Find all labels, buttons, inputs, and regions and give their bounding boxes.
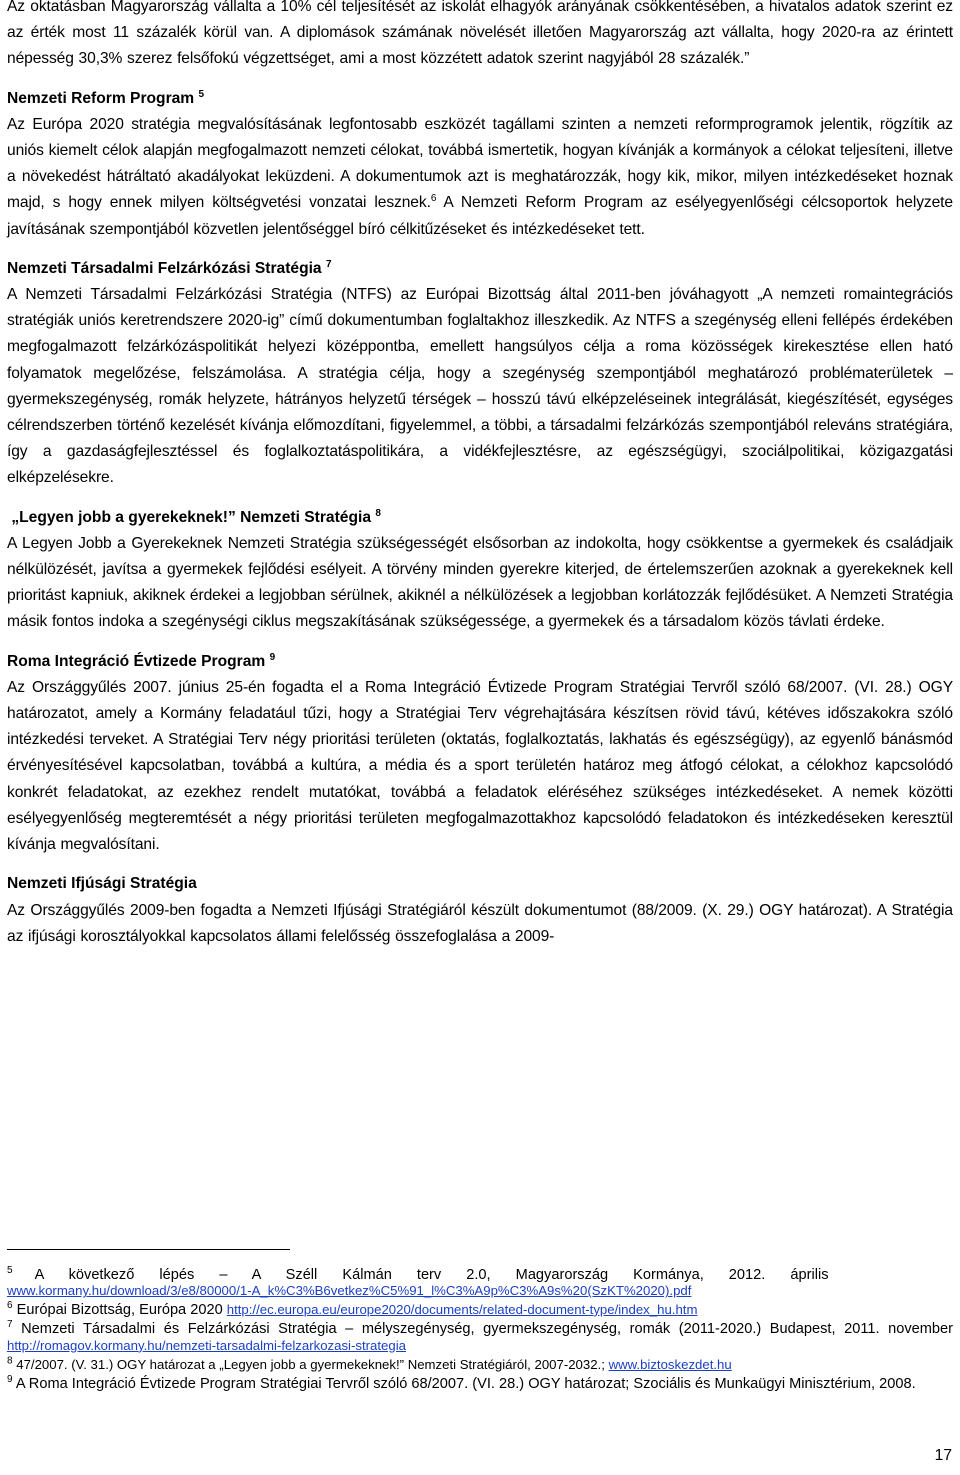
footnote-number: 6 (7, 1299, 13, 1311)
section-legyen-jobb (7, 505, 953, 636)
section-roma-integracio (7, 649, 953, 859)
footnote-separator (7, 1249, 290, 1250)
section-heading: Nemzeti Reform Program $^5$ (7, 88, 205, 107)
section-heading: Nemzeti Ifjúsági Stratégia (7, 875, 197, 893)
section-nemzeti-reform-program (7, 86, 953, 243)
footnote-ref[interactable]: 7 (325, 258, 332, 270)
section-ntfs (7, 256, 953, 492)
footnote-link[interactable]: www.biztoskezdet.hu (608, 1357, 732, 1373)
section-paragraph: A Nemzeti Társadalmi Felzárkózási Stratégia (NTFS) az Európai Bizottság által 2011-ben jóváhagyott „A nemzeti romaintegrációs stratégiák uniós keretrendszere 2020-ig” című dokumentumban foglaltakhoz illeszkedik. Az NTFS a szegénység elleni fellépés érdekében megfogalmazott felzárkózáspolitikát helyezi középpontba, emellett hangsúlyos célja a roma közösségek kirekesztése ellen ható folyamatok megelőzése, felszámolása. A stratégia célja, hogy a szegénység szempontjából meghatározó problématerületek – gyermekszegénység, romák helyzete, hátrányos helyzetű térségek – hosszú távú elképzeléseinek integrálását, kiegészítését, egységes célrendszerben történő kezelését kívánja előmozdítani, figyelemmel, a többi, a társadalmi felzárkózás szempontjából releváns stratégiára, így a gazdaságfejlesztéssel és foglalkoztatáspolitikára, a vidékfejlesztésre, az egészségügyi, szociálpolitikai, közigazgatási elképzelésekre. (7, 286, 953, 487)
footnote-ref[interactable]: 5 (198, 88, 205, 100)
footnote-link[interactable]: http://romagov.kormany.hu/nemzeti-tarsadalmi-felzarkozasi-strategia (7, 1337, 406, 1353)
section-paragraph: Az Országgyűlés 2007. június 25-én fogadta el a Roma Integráció Évtizede Program Stratégiai Tervről szóló 68/2007. (VI. 28.) OGY határozatot, amely a Kormány feladatául tűzi, hogy a Stratégiai Terv végrehajtására készítsen rövid távú, kétéves időszakokra szóló intézkedési terveket. A Stratégiai Terv négy prioritási területen (oktatás, foglalkoztatás, lakhatás és egészségügy), az egyenlő bánásmód érvényesítésével kapcsolatban, továbbá a kultúra, a média és a sport területén határoz meg átfogó célokat, a célokhoz kapcsolódó konkrét feladatokat, az ezekhez rendelt mutatókat, továbbá a feladatok eléréséhez szükséges intézkedéseket. A nemek közötti esélyegyenlőség megteremtését a négy prioritási területen megfogalmazottakhoz kapcsolódó feladatokon és intézkedéseken keresztül kívánja megvalósítani. (7, 678, 953, 854)
section-ifjusagi-strategia (7, 871, 953, 950)
footnote-9: $^9$ A Roma Integráció Évtizede Program Stratégiai Tervről szóló 68/2007. (VI. 28.) OGY határozat; Szociális és Munkaügyi Minisztérium, 2008. (7, 1374, 916, 1393)
footnote-7: $^7$ Nemzeti Társadalmi és Felzárkózási Stratégia – mélyszegénység, gyermekszegénység, romák (2011-2020.) Budapest, 2011. november http://romagov.kormany.hu/nemzeti-tarsadalmi-felzarkozasi-strategia (7, 1319, 953, 1353)
footnote-8: $^8$ 47/2007. (V. 31.) OGY határozat a „Legyen jobb a gyermekeknek!” Nemzeti Stratégiáról, 2007-2032.; www.biztoskezdet.hu (7, 1355, 732, 1373)
footnotes (7, 1249, 953, 1396)
footnote-ref[interactable]: 6 (430, 193, 437, 205)
footnote-ref[interactable]: 9 (269, 651, 276, 663)
footnote-number: 9 (7, 1374, 13, 1386)
footnote-5: $^5$ A következő lépés – A Széll Kálmán terv 2.0, Magyarország Kormánya, 2012. április www.kormany.hu/download/3/e8/80000/1-A_k%C3%B6vetkez%C5%91_l%C3%A9p%C3%A9s%20(SzKT%2020).pdf (7, 1265, 829, 1299)
footnote-number: 8 (7, 1355, 13, 1367)
section-heading: „Legyen jobb a gyerekeknek!” Nemzeti Stratégia $^8$ (11, 507, 381, 526)
footnote-link[interactable]: www.kormany.hu/download/3/e8/80000/1-A_k%C3%B6vetkez%C5%91_l%C3%A9p%C3%A9s%20(SzKT%2020).pdf (7, 1283, 692, 1299)
footnote-number: 5 (7, 1265, 13, 1277)
intro-paragraph: Az oktatásban Magyarország vállalta a 10% cél teljesítését az iskolát elhagyók arányának csökkentésében, a hivatalos adatok szerint ez az érték most 11 százalék körül van. A diplomások számának növelését illetően Magyarország azt vállalta, hogy 2020-ra az érintett népesség 30,3% szerez felsőfokú végzettséget, ami a most közzétett adatok szerint nagyjából 28 százalék.” (7, 0, 953, 68)
section-heading: Roma Integráció Évtizede Program $^9$ (7, 651, 276, 670)
section-paragraph: A Legyen Jobb a Gyerekeknek Nemzeti Stratégia szükségességét elsősorban az indokolta, hogy csökkentse a gyermekek és családjaik nélkülözését, javítsa a gyermekek fejlődési esélyeit. A törvény minden gyerekre kiterjed, de értelemszerűen azoknak a gyerekeknek kell prioritást kapniuk, akiknek érdekei a legjobban sérülnek, akiknél a nélkülözések a legjobban korlátozzák fejlődésüket. A Nemzeti Stratégia másik fontos indoka a szegénységi ciklus megszakításának szükségessége, a gyermekek és a társadalom közös távlati érdeke. (7, 534, 953, 631)
section-paragraph: Az Európa 2020 stratégia megvalósításának legfontosabb eszközét tagállami szinten a nemzeti reformprogramok jelentik, rögzítik az uniós kiemelt célok alapján megfogalmazott nemzeti célokat, továbbá ismertetik, hogyan kívánják a kormányok a célokat teljesíteni, illetve a növekedést hátráltató akadályokat leküzdeni. A dokumentumok azt is meghatározzák, hogy kik, mikor, milyen intézkedéseket hoznak majd, s hogy ennek milyen költségvetési vonzatai lesznek.$^6$ A Nemzeti Reform Program az esélyegyenlőségi célcsoportok helyzete javításának szempontjából közvetlen jelentőséggel bíró célkitűzéseket és intézkedéseket tett. (7, 115, 953, 238)
footnote-number: 7 (7, 1319, 13, 1331)
footnote-ref[interactable]: 8 (375, 507, 381, 519)
section-paragraph: Az Országgyűlés 2009-ben fogadta a Nemzeti Ifjúsági Stratégiáról készült dokumentumot (88/2009. (X. 29.) OGY határozat). A Stratégia az ifjúsági korosztályokkal kapcsolatos állami felelősség összefoglalása a 2009- (7, 901, 953, 945)
footnote-6: $^6$ Európai Bizottság, Európa 2020 http://ec.europa.eu/europe2020/documents/related-document-type/index_hu.htm (7, 1299, 698, 1318)
page-number: 17 (934, 1447, 952, 1464)
footnote-link[interactable]: http://ec.europa.eu/europe2020/documents/related-document-type/index_hu.htm (226, 1301, 698, 1317)
section-heading: Nemzeti Társadalmi Felzárkózási Stratégia $^7$ (7, 258, 332, 277)
